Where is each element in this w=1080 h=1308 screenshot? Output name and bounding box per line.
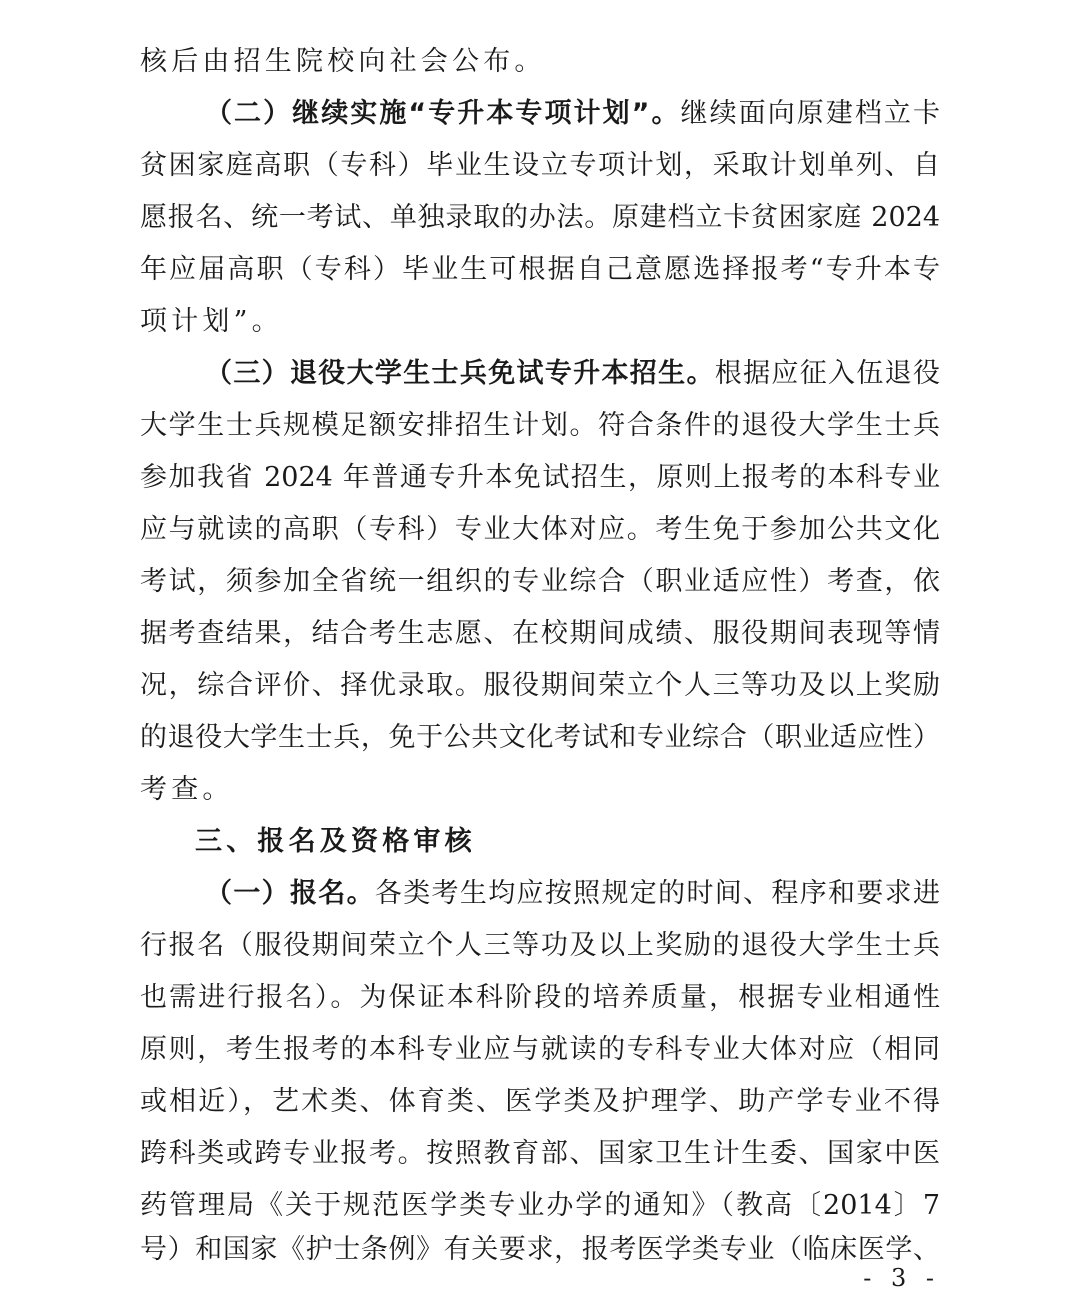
paragraph-line: （三）退役大学生士兵免试专升本招生。根据应征入伍退役	[205, 358, 941, 389]
paragraph-line: 原则，考生报考的本科专业应与就读的专科专业大体对应（相同	[140, 1034, 940, 1065]
paragraph-line: 号）和国家《护士条例》有关要求，报考医学类专业（临床医学、	[140, 1234, 940, 1265]
paragraph-line: 的退役大学生士兵，免于公共文化考试和专业综合（职业适应性）	[140, 722, 940, 753]
paragraph-line: 应与就读的高职（专科）专业大体对应。考生免于参加公共文化	[140, 514, 940, 545]
section-subheading: （一）报名。	[205, 878, 375, 909]
paragraph-line: 参加我省 2024 年普通专升本免试招生，原则上报考的本科专业	[140, 462, 940, 493]
page-number: - 3 -	[863, 1264, 940, 1292]
paragraph-line: 药管理局《关于规范医学类专业办学的通知》（教高〔2014〕7	[140, 1190, 940, 1221]
paragraph-line: 年应届高职（专科）毕业生可根据自己意愿选择报考“专升本专	[140, 254, 940, 285]
paragraph-line: 况，综合评价、择优录取。服役期间荣立个人三等功及以上奖励	[140, 670, 940, 701]
paragraph-line: 愿报名、统一考试、单独录取的办法。原建档立卡贫困家庭 2024	[140, 202, 940, 233]
section-subheading: （三）退役大学生士兵免试专升本招生。	[205, 358, 715, 389]
paragraph-line: 项计划”。	[140, 306, 283, 337]
paragraph-line: 跨科类或跨专业报考。按照教育部、国家卫生计生委、国家中医	[140, 1138, 940, 1169]
paragraph-line: 核后由招生院校向社会公布。	[140, 46, 546, 77]
paragraph-line: 或相近），艺术类、体育类、医学类及护理学、助产学专业不得	[140, 1086, 940, 1117]
paragraph-line: 考查。	[140, 774, 234, 805]
section-heading: 三、报名及资格审核	[195, 826, 476, 857]
section-subheading: （二）继续实施“专升本专项计划”。	[205, 98, 681, 129]
paragraph-line: （二）继续实施“专升本专项计划”。继续面向原建档立卡	[205, 98, 940, 129]
paragraph-line: 行报名（服役期间荣立个人三等功及以上奖励的退役大学生士兵	[140, 930, 940, 961]
paragraph-line: 也需进行报名）。为保证本科阶段的培养质量，根据专业相通性	[140, 982, 940, 1013]
paragraph-line: 贫困家庭高职（专科）毕业生设立专项计划，采取计划单列、自	[140, 150, 940, 181]
paragraph-line: 考试，须参加全省统一组织的专业综合（职业适应性）考查，依	[140, 566, 940, 597]
paragraph-line: 大学生士兵规模足额安排招生计划。符合条件的退役大学生士兵	[140, 410, 940, 441]
paragraph-line: （一）报名。各类考生均应按照规定的时间、程序和要求进	[205, 878, 941, 909]
paragraph-line: 据考查结果，结合考生志愿、在校期间成绩、服役期间表现等情	[140, 618, 940, 649]
